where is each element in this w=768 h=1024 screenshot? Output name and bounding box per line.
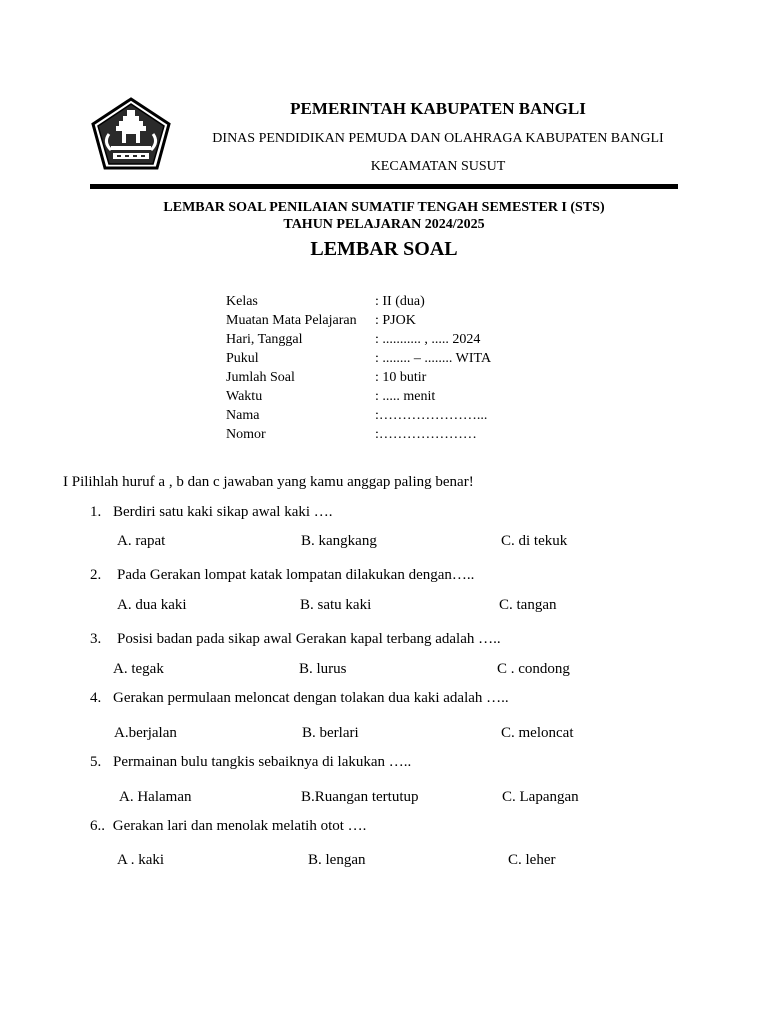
bangli-regency-emblem-icon	[89, 96, 173, 172]
question-number: 6..	[90, 818, 105, 834]
option-c: C. meloncat	[501, 725, 574, 741]
option-c: C. leher	[508, 852, 556, 868]
option-a: A. dua kaki	[117, 597, 187, 613]
info-row-name	[226, 406, 586, 425]
info-value: : ........ – ........ WITA	[375, 351, 492, 366]
info-value: : ..... menit	[375, 389, 436, 404]
doc-title-line1: LEMBAR SOAL PENILAIAN SUMATIF TENGAH SEMESTER I (STS)	[163, 200, 605, 215]
info-row-duration	[226, 387, 586, 406]
option-a: A . kaki	[117, 852, 165, 868]
info-value: :…………………	[375, 427, 477, 442]
question-text: Gerakan permulaan meloncat dengan tolakan dua kaki adalah …..	[113, 690, 509, 706]
info-label: Kelas	[226, 294, 258, 309]
question-1	[90, 504, 333, 521]
question-3	[90, 631, 501, 648]
header-title: PEMERINTAH KABUPATEN BANGLI	[290, 99, 586, 118]
question-5	[90, 754, 411, 771]
info-label: Pukul	[226, 351, 259, 366]
question-6	[90, 818, 366, 835]
question-4	[90, 690, 509, 707]
info-value: : 10 butir	[375, 370, 427, 385]
option-a: A.berjalan	[114, 725, 177, 741]
info-row-question-count	[226, 368, 586, 387]
question-text: Posisi badan pada sikap awal Gerakan kapal terbang adalah …..	[117, 631, 501, 647]
info-label: Waktu	[226, 389, 263, 404]
option-b: B. kangkang	[301, 533, 377, 549]
info-row-subject	[226, 311, 586, 330]
header-subtitle: DINAS PENDIDIKAN PEMUDA DAN OLAHRAGA KABUPATEN BANGLI	[212, 131, 664, 146]
question-text: Gerakan lari dan menolak melatih otot ….	[112, 818, 367, 834]
instruction-text: I Pilihlah huruf a , b dan c jawaban yang kamu anggap paling benar!	[63, 474, 474, 490]
option-c: C . condong	[497, 661, 570, 677]
info-label: Jumlah Soal	[226, 370, 295, 385]
option-a: A. Halaman	[119, 789, 192, 805]
question-text: Pada Gerakan lompat katak lompatan dilakukan dengan…..	[117, 567, 475, 583]
option-c: C. Lapangan	[502, 789, 579, 805]
doc-title-line2: TAHUN PELAJARAN 2024/2025	[283, 217, 485, 232]
info-label: Nomor	[226, 427, 266, 442]
option-a: A. rapat	[117, 533, 166, 549]
option-b: B.Ruangan tertutup	[301, 789, 419, 805]
info-row-time	[226, 349, 586, 368]
option-c: C. di tekuk	[501, 533, 568, 549]
question-number: 4.	[90, 690, 102, 706]
question-text: Permainan bulu tangkis sebaiknya di lakukan …..	[113, 754, 412, 770]
option-c: C. tangan	[499, 597, 557, 613]
info-value: :…………………...	[375, 408, 488, 423]
info-value: : II (dua)	[375, 294, 425, 309]
option-b: B. berlari	[302, 725, 359, 741]
option-b: B. lengan	[308, 852, 366, 868]
question-text: Berdiri satu kaki sikap awal kaki ….	[113, 504, 333, 520]
option-a: A. tegak	[113, 661, 164, 677]
question-number: 1.	[90, 504, 102, 520]
info-value: : ........... , ..... 2024	[375, 332, 481, 347]
info-row-date	[226, 330, 586, 349]
info-row-number	[226, 425, 586, 444]
header-divider	[90, 184, 678, 189]
info-value: : PJOK	[375, 313, 416, 328]
question-2	[90, 567, 474, 584]
header-district: KECAMATAN SUSUT	[370, 159, 506, 174]
question-number: 2.	[90, 567, 102, 583]
option-b: B. satu kaki	[300, 597, 372, 613]
question-number: 5.	[90, 754, 102, 770]
doc-main-title: LEMBAR SOAL	[310, 238, 458, 260]
info-label: Hari, Tanggal	[226, 332, 303, 347]
question-number: 3.	[90, 631, 102, 647]
info-label: Muatan Mata Pelajaran	[226, 313, 357, 328]
info-row-kelas	[226, 292, 586, 311]
exam-info-table	[226, 292, 586, 444]
option-b: B. lurus	[299, 661, 347, 677]
info-label: Nama	[226, 408, 260, 423]
